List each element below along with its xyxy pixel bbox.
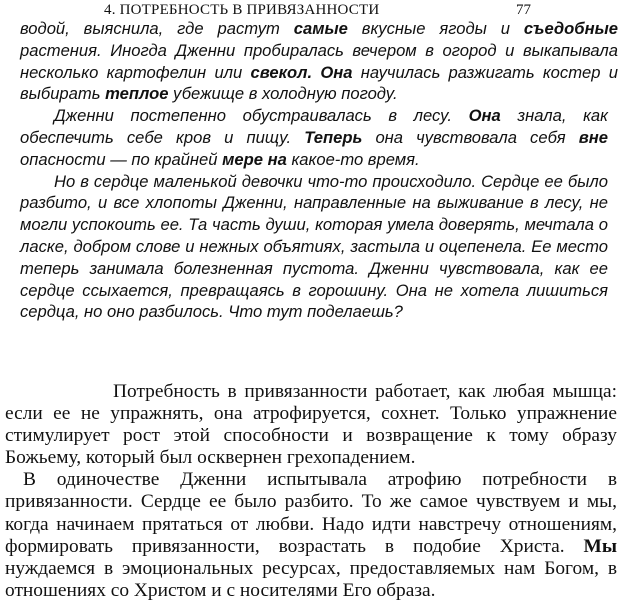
body-paragraph-1 bbox=[5, 381, 617, 469]
text-run: вкусные ягоды и bbox=[347, 19, 524, 38]
text-run: Потребность в привязанности работает, как любая мышца: если ее не упражнять, она атрофируется, сохнет. Только упражнение стимулирует рост этой способности и возвращение к тому образу Божьему, который был осквернен грехопадением. bbox=[5, 381, 617, 469]
text-run: нуждаемся в эмоциональных ресурсах, предоставляемых нам Богом, в отношениях со Христом и с носителями Его образа. bbox=[5, 557, 617, 601]
story-paragraph-2 bbox=[20, 105, 608, 170]
text-run: Дженни постепенно обустраивалась в лесу. bbox=[54, 106, 469, 126]
text-run: В одиночестве Дженни испытывала атрофию потребности в привязанности. Сердце ее было разбито. То же самое чувствуем и мы, когда начинаем прятаться от любви. Надо идти навстречу отношениям, формировать привязанности, возрастать в подобие Христа. bbox=[5, 469, 617, 557]
emphasized-text: теплое bbox=[105, 84, 169, 104]
emphasized-text: съедобные bbox=[523, 19, 618, 38]
emphasized-text: Мы bbox=[583, 535, 617, 557]
main-text bbox=[5, 381, 617, 602]
text-run: Но в сердце маленькой девочки что-то происходило. Сердце ее было разбито, и все хлопоты Дженни, направленные на выживание в лесу, не могли успокоить ее. Та часть души, которая умела доверять, мечтала о ласке, добром слове и нежных объятиях, застыла и оцепенела. Ее место теперь занимала болезненная пустота. Дженни чувствовала, как ее сердце ссыхается, превращаясь в горошину. Она не хотела лишиться сердца, но оно разбилось. Что тут поделаешь? bbox=[20, 171, 608, 322]
emphasized-text: Она bbox=[320, 62, 353, 82]
emphasized-text: самые bbox=[293, 19, 348, 38]
page-number: 77 bbox=[516, 2, 531, 18]
text-run: какое-то время. bbox=[286, 149, 420, 169]
text-run: научилась разжигать костер и выбирать bbox=[20, 62, 618, 104]
text-run: опасности — по крайней bbox=[20, 149, 223, 169]
emphasized-text: Она bbox=[468, 106, 501, 126]
emphasized-text: мере на bbox=[222, 149, 287, 169]
text-run: растения. Иногда Дженни пробиралась вечером в огород и выкапывала несколько картофелин или bbox=[20, 40, 618, 82]
page-header bbox=[0, 0, 620, 20]
emphasized-text: вне bbox=[578, 127, 608, 147]
text-run: знала, как обеспечить себе кров и пищу. bbox=[20, 106, 608, 147]
emphasized-text: свекол. bbox=[250, 62, 313, 82]
story-paragraph-1 bbox=[20, 18, 618, 105]
text-run: водой, выяснила, где растут bbox=[20, 19, 294, 38]
emphasized-text: Теперь bbox=[304, 127, 363, 147]
body-paragraph-2 bbox=[5, 469, 617, 602]
text-run: она чувствовала себя bbox=[362, 127, 579, 147]
story-excerpt bbox=[20, 18, 618, 323]
text-run: убежище в холодную погоду. bbox=[168, 84, 398, 104]
running-title: 4. ПОТРЕБНОСТЬ В ПРИВЯЗАННОСТИ bbox=[104, 2, 380, 18]
story-paragraph-3 bbox=[20, 171, 608, 324]
